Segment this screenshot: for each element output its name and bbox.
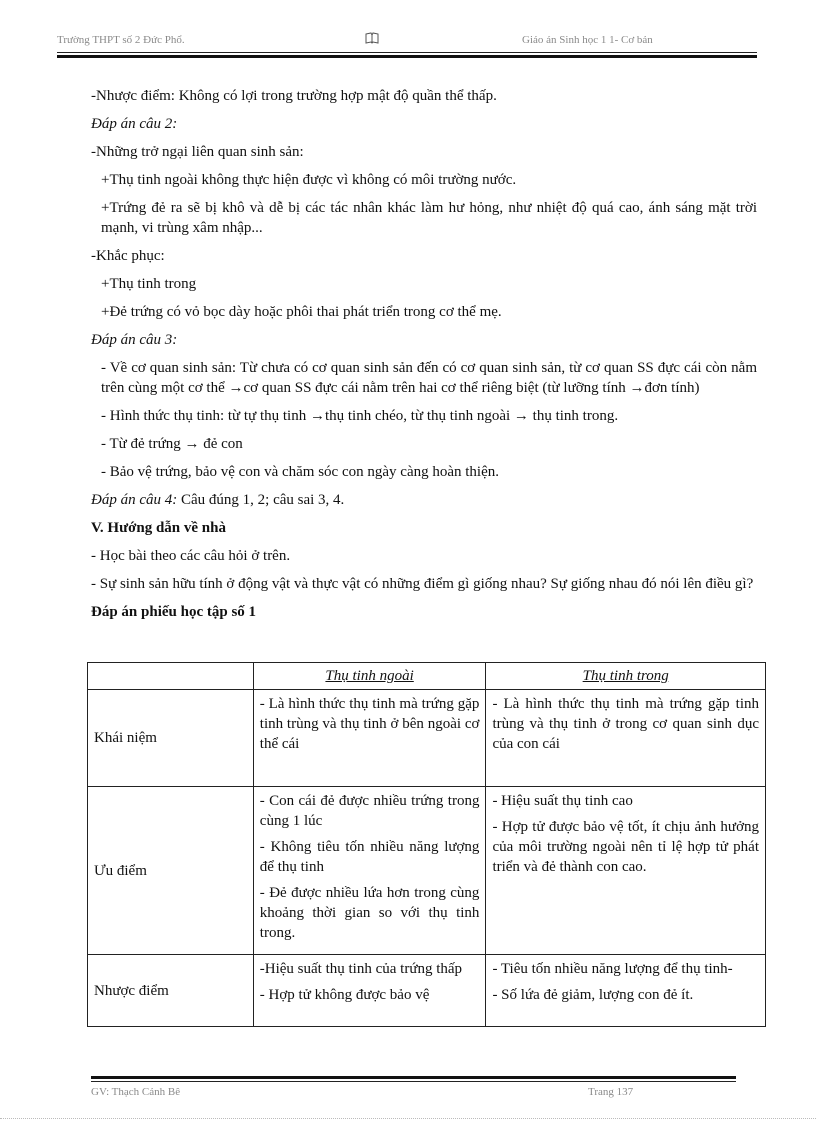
table-row [88, 787, 766, 955]
paragraph: - Sự sinh sản hữu tính ở động vật và thực vật có những điểm gì giống nhau? Sự giống nhau đó nói lên điều gì? [91, 576, 754, 592]
table-cell [486, 690, 766, 787]
paragraph: -Khắc phục: [91, 248, 165, 264]
cell-text: - Hiệu suất thụ tinh cao [492, 793, 633, 809]
cell-text: - Số lứa đẻ giảm, lượng con đẻ ít. [492, 987, 694, 1003]
cell-text: - Tiêu tốn nhiều năng lượng để thụ tinh- [492, 961, 733, 977]
paragraph: - Về cơ quan sinh sản: Từ chưa có cơ quan sinh sản đến có cơ quan sinh sản, từ cơ quan SS đực cái còn nằm trên cùng một cơ thể →cơ quan SS đực cái nằm trên hai cơ thể riêng biệt (từ lưỡng tính →đơn tính) [101, 360, 757, 396]
paragraph: - Từ đẻ trứng → đẻ con [101, 436, 243, 452]
row-header: Nhược điểm [88, 955, 254, 1027]
answer-table [87, 662, 766, 1027]
cell-text: - Là hình thức thụ tinh mà trứng gặp tinh trùng và thụ tinh ở bên ngoài cơ thể cái [259, 696, 480, 752]
table-cell [253, 787, 486, 955]
answer-4-title: Đáp án câu 4: [91, 492, 178, 508]
table-header-row [88, 663, 766, 690]
paragraph: +Thụ tinh trong [101, 276, 197, 292]
answer-2-title: Đáp án câu 2: [91, 116, 178, 132]
page-bottom-border [0, 1118, 816, 1119]
paragraph: +Thụ tinh ngoài không thực hiện được vì không có môi trường nước. [101, 172, 517, 188]
answer-3-title: Đáp án câu 3: [91, 332, 178, 348]
page-number: Trang 137 [588, 1086, 634, 1098]
book-icon [365, 32, 379, 47]
cell-text: -Hiệu suất thụ tinh của trứng thấp [259, 961, 463, 977]
header-school: Trường THPT số 2 Đức Phổ. [57, 34, 185, 46]
table-col-header: Thụ tinh trong [486, 663, 766, 690]
paragraph: -Nhược điểm: Không có lợi trong trường hợp mật độ quần thể thấp. [91, 88, 497, 104]
table-cell [253, 955, 486, 1027]
row-header: Khái niệm [88, 690, 254, 787]
footer-rule-thick [91, 1076, 736, 1079]
cell-text: - Con cái đẻ được nhiều trứng trong cùng 1 lúc [259, 793, 480, 829]
table-cell [486, 787, 766, 955]
section-heading: V. Hướng dẫn về nhà [91, 520, 226, 536]
cell-text: - Không tiêu tốn nhiều năng lượng để thụ tinh [259, 839, 480, 875]
answer-4-text: Câu đúng 1, 2; câu sai 3, 4. [177, 492, 345, 508]
paragraph: - Học bài theo các câu hỏi ở trên. [91, 548, 291, 564]
paragraph: - Hình thức thụ tinh: từ tự thụ tinh →thụ tinh chéo, từ thụ tinh ngoài → thụ tinh trong. [101, 408, 619, 424]
table-row [88, 690, 766, 787]
cell-text: - Là hình thức thụ tinh mà trứng gặp tinh trùng và thụ tinh ở trong cơ quan sinh dục của con cái [492, 696, 759, 752]
page-body [91, 86, 757, 630]
footer-rule-thin [91, 1081, 736, 1082]
answer-4 [91, 490, 757, 510]
paragraph: - Bảo vệ trứng, bảo vệ con và chăm sóc con ngày càng hoàn thiện. [101, 464, 499, 480]
header-subject: Giáo án Sinh học 1 1- Cơ bản [522, 34, 653, 46]
table-col-header: Thụ tinh ngoài [253, 663, 486, 690]
row-header: Ưu điểm [88, 787, 254, 955]
paragraph: +Trứng đẻ ra sẽ bị khô và dễ bị các tác nhân khác làm hư hỏng, như nhiệt độ quá cao, ánh sáng mặt trời mạnh, vi trùng xâm nhập... [101, 200, 757, 236]
table-cell [486, 955, 766, 1027]
header-rule-thick [57, 55, 757, 58]
paragraph: +Đẻ trứng có vỏ bọc dày hoặc phôi thai phát triển trong cơ thể mẹ. [101, 304, 502, 320]
header-rule-thin [57, 52, 757, 53]
table-corner [88, 663, 254, 690]
table-cell [253, 690, 486, 787]
table-row [88, 955, 766, 1027]
paragraph: -Những trở ngại liên quan sinh sản: [91, 144, 304, 160]
page-header [57, 34, 757, 50]
cell-text: - Hợp tử được bảo vệ tốt, ít chịu ảnh hưởng của môi trường ngoài nên tỉ lệ hợp tử phát triển và đẻ thành con cao. [492, 819, 759, 875]
table-caption: Đáp án phiếu học tập số 1 [91, 604, 257, 620]
cell-text: - Hợp tử không được bảo vệ [259, 987, 430, 1003]
footer-teacher: GV: Thạch Cảnh Bê [91, 1086, 181, 1098]
cell-text: - Đẻ được nhiều lứa hơn trong cùng khoảng thời gian so với thụ tinh trong. [259, 885, 480, 941]
